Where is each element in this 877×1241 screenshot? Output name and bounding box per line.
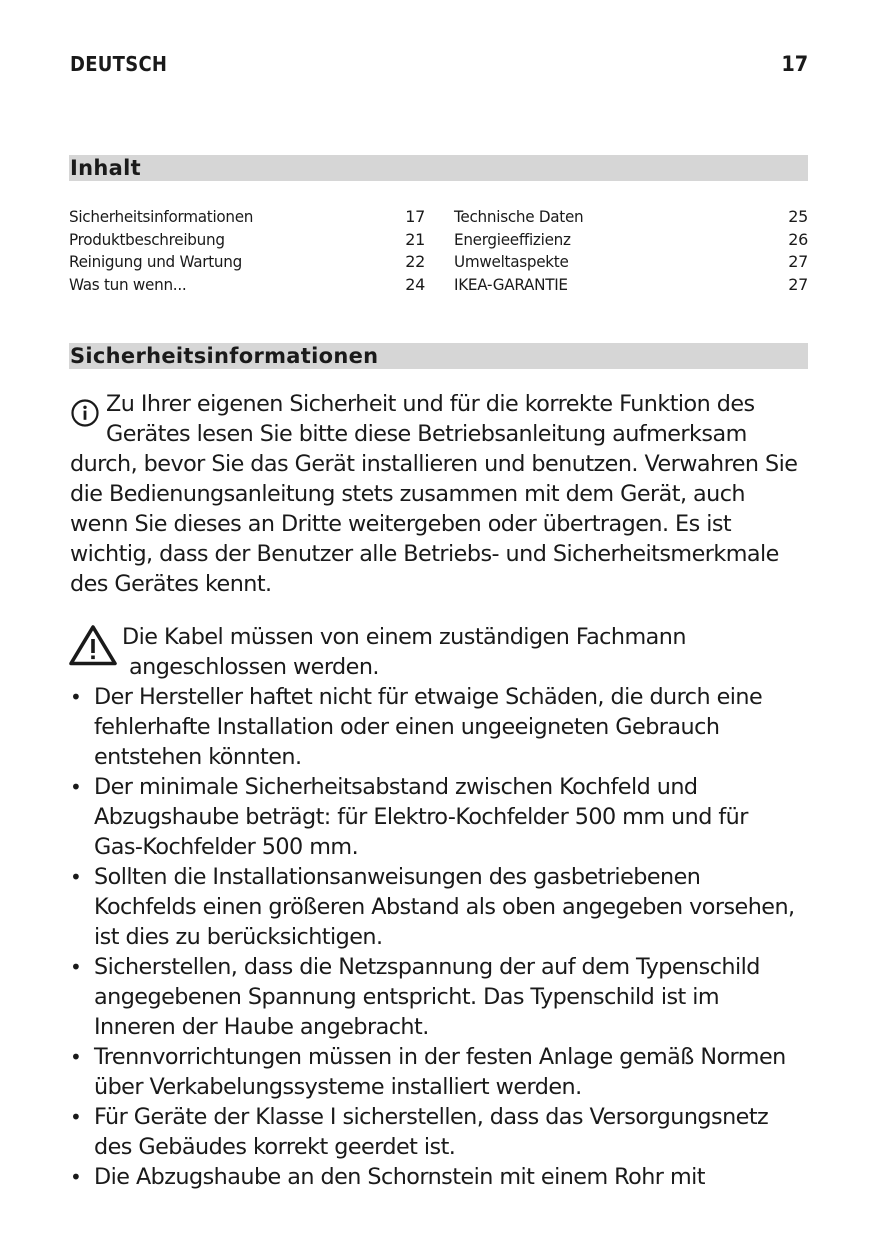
toc-entry-title: Produktbeschreibung [69,229,225,249]
paragraph-line: Gerätes lesen Sie bitte diese Betriebsanleitung aufmerksam [106,421,747,447]
list-item [70,862,810,952]
toc-entry-title: Reinigung und Wartung [69,252,242,271]
toc-entry[interactable] [454,230,808,253]
toc-entry-page: 24 [405,274,425,294]
list-item-line: • Trennvorrichtungen müssen in der festen Anlage gemäß Normen [94,1044,786,1070]
toc-entry[interactable] [69,252,425,275]
paragraph-line: Zu Ihrer eigenen Sicherheit und für die korrekte Funktion des [106,391,755,417]
list-item [70,1042,810,1102]
list-item [70,682,810,772]
toc-entry[interactable] [69,207,425,230]
list-item-line: über Verkabelungssysteme installiert werden. [94,1074,582,1100]
list-item-line: entstehen könnten. [94,744,302,770]
toc-entry-title: Sicherheitsinformationen [69,207,254,226]
language-label: DEUTSCH [70,52,168,76]
safety-heading: Sicherheitsinformationen [70,344,379,368]
list-item-line: • Sicherstellen, dass die Netzspannung der auf dem Typenschild [94,954,760,980]
toc-entry[interactable] [454,252,808,275]
safety-intro-paragraph [70,389,810,599]
list-item [70,1162,810,1192]
toc-entry-page: 27 [788,274,808,294]
list-item [70,1102,810,1162]
list-item-line: Kochfelds einen größeren Abstand als oben angegeben vorsehen, [94,894,795,920]
toc-column-right [454,207,808,297]
toc-entry[interactable] [454,275,808,298]
toc-entry[interactable] [69,275,425,298]
toc-entry-title: Umweltaspekte [454,252,569,271]
list-item-line: angegebenen Spannung entspricht. Das Typenschild ist im [94,984,720,1010]
toc-entry-page: 22 [405,252,425,271]
warning-line: angeschlossen werden. [129,654,379,680]
paragraph-line: des Gerätes kennt. [70,571,272,597]
list-item-line: • Der minimale Sicherheitsabstand zwischen Kochfeld und [94,774,698,800]
toc-entry-page: 25 [788,207,808,226]
toc-entry-page: 17 [405,207,425,226]
list-item-line: Gas-Kochfelder 500 mm. [94,834,359,860]
paragraph-line: die Bedienungsanleitung stets zusammen mit dem Gerät, auch [70,481,746,507]
running-header [70,52,808,78]
list-item-line: • Der Hersteller haftet nicht für etwaige Schäden, die durch eine [94,684,763,710]
list-item-line: des Gebäudes korrekt geerdet ist. [94,1134,456,1160]
warning-triangle-icon [68,624,118,666]
toc-entry-page: 21 [405,229,425,249]
safety-heading-bar [69,343,808,369]
list-item-line: fehlerhafte Installation oder einen ungeeigneten Gebrauch [94,714,720,740]
toc-entry-title: Technische Daten [454,207,584,226]
warning-line: Die Kabel müssen von einem zuständigen Fachmann [122,624,686,650]
list-item-line: • Sollten die Installationsanweisungen des gasbetriebenen [94,864,701,890]
paragraph-line: durch, bevor Sie das Gerät installieren und benutzen. Verwahren Sie [70,451,798,477]
list-item-line: • Für Geräte der Klasse I sicherstellen, dass das Versorgungsnetz [94,1104,769,1130]
toc-entry-page: 27 [788,252,808,271]
list-item-line: Inneren der Haube angebracht. [94,1014,429,1040]
list-item [70,772,810,862]
page-number: 17 [781,52,808,76]
toc-entry-page: 26 [788,229,808,249]
toc-heading: Inhalt [70,156,141,180]
toc-entry-title: IKEA-GARANTIE [454,274,568,294]
toc-entry-title: Energieeffizienz [454,229,571,249]
toc-entry[interactable] [454,207,808,230]
paragraph-line: wenn Sie dieses an Dritte weitergeben oder übertragen. Es ist [70,511,732,537]
toc-heading-bar [69,155,808,181]
list-item [70,952,810,1042]
cable-warning [122,622,812,682]
toc-column-left [69,207,425,297]
list-item-line: • Die Abzugshaube an den Schornstein mit einem Rohr mit [94,1164,705,1190]
list-item-line: ist dies zu berücksichtigen. [94,924,383,950]
list-item-line: Abzugshaube beträgt: für Elektro-Kochfelder 500 mm und für [94,804,748,830]
safety-bullet-list [70,682,810,1192]
toc-entry[interactable] [69,230,425,253]
toc-entry-title: Was tun wenn... [69,274,187,294]
paragraph-line: wichtig, dass der Benutzer alle Betriebs- und Sicherheitsmerkmale [70,541,779,567]
